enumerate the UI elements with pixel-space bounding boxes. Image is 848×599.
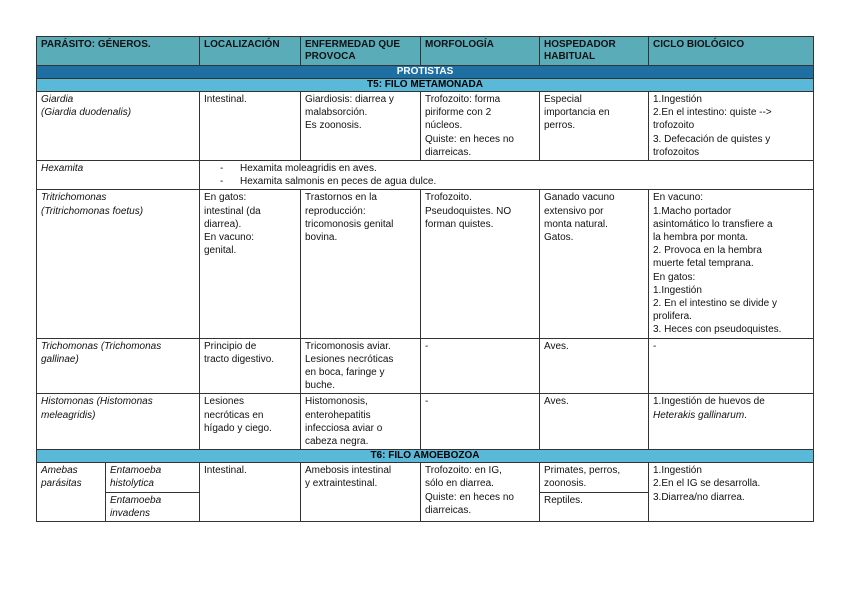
text-line: muerte fetal temprana. xyxy=(653,258,754,270)
text-line: Primates, perros, xyxy=(544,465,621,477)
cell-hospedador-1 xyxy=(540,463,649,492)
text-line: Ganado vacuno xyxy=(544,192,615,204)
text-line: núcleos. xyxy=(425,120,463,132)
text-line: piriforme con 2 xyxy=(425,107,492,119)
text-line: reproducción: xyxy=(305,205,366,217)
text-line: prolifera. xyxy=(653,311,692,323)
text-line: asintomático lo transfiere a xyxy=(653,218,773,230)
text-line: 1.Ingestión de huevos de xyxy=(653,396,765,408)
header-localizacion: LOCALIZACIÓN xyxy=(200,37,301,66)
text-line: En vacuno: xyxy=(204,232,255,244)
text-line: En gatos: xyxy=(204,192,247,204)
text-line: invadens xyxy=(110,507,151,519)
species-name: (Giardia duodenalis) xyxy=(41,107,132,119)
text-line: tracto digestivo. xyxy=(204,353,275,365)
cell-enfermedad xyxy=(301,338,421,394)
header-ciclo: CICLO BIOLÓGICO xyxy=(649,37,814,66)
text-line: cabeza negra. xyxy=(305,436,369,448)
text-line: Trichomonas (Trichomonas xyxy=(41,340,162,352)
cell-ciclo xyxy=(649,463,814,522)
cell-morfologia: - xyxy=(421,394,540,450)
text-line: 2. En el intestino se divide y xyxy=(653,298,777,310)
cell-morfologia xyxy=(421,463,540,522)
text-line: 3. Defecación de quistes y xyxy=(653,133,771,145)
cell-hospedador-2: Reptiles. xyxy=(540,492,649,521)
header-hospedador: HOSPEDADOR HABITUAL xyxy=(540,37,649,66)
text-line: Entamoeba xyxy=(110,494,162,506)
text-line: diarreicas. xyxy=(425,146,472,158)
text-line: forman quistes. xyxy=(425,218,494,230)
header-row xyxy=(37,37,814,66)
text-line: trofozoitos xyxy=(653,146,700,158)
section-t6: T6: FILO AMOEBOZOA xyxy=(37,450,814,463)
table-row-histomonas xyxy=(37,394,814,450)
cell-morfologia xyxy=(421,190,540,338)
cell-ciclo xyxy=(649,190,814,338)
text-line: Trofozoito: forma xyxy=(425,94,501,105)
text-line: bovina. xyxy=(305,232,338,244)
section-row-t6 xyxy=(37,450,814,463)
text-line: Histomonosis, xyxy=(305,396,368,408)
cell-parasito xyxy=(37,92,200,161)
cell-hospedador xyxy=(540,190,649,338)
text-line: malabsorción. xyxy=(305,107,368,119)
parasite-table xyxy=(36,36,814,522)
genus-name: Giardia xyxy=(41,94,74,105)
cell-ciclo: - xyxy=(649,338,814,394)
text-line: En vacuno: xyxy=(653,192,704,204)
cell-localizacion xyxy=(200,338,301,394)
cell-ciclo xyxy=(649,394,814,450)
text-line: Lesiones xyxy=(204,396,245,408)
text-line: trofozoito xyxy=(653,120,695,132)
cell-hospedador: Aves. xyxy=(540,394,649,450)
text-line: Entamoeba xyxy=(110,465,162,477)
text-line: 1.Ingestión xyxy=(653,465,702,477)
cell-ciclo xyxy=(649,92,814,161)
text-line: 3. Heces con pseudoquistes. xyxy=(653,324,782,336)
cell-group xyxy=(37,463,106,522)
table-row-tritrichomonas xyxy=(37,190,814,338)
cell-morfologia xyxy=(421,92,540,161)
text-line: perros. xyxy=(544,120,576,132)
cell-enfermedad xyxy=(301,463,421,522)
genus-name: Tritrichomonas xyxy=(41,192,107,204)
text-line: 3.Diarrea/no diarrea. xyxy=(653,491,745,503)
cell-hexamita-species xyxy=(200,161,814,190)
text-line: Lesiones necróticas xyxy=(305,353,394,365)
text-line: Pseudoquistes. NO xyxy=(425,205,512,217)
cell-parasito xyxy=(37,338,200,394)
text-line: Especial xyxy=(544,94,582,105)
cell-enfermedad xyxy=(301,92,421,161)
cell-parasito: Hexamita xyxy=(37,161,200,190)
text-line: Trastornos en la xyxy=(305,192,377,204)
text-line: tricomonosis genital xyxy=(305,218,394,230)
cell-parasito xyxy=(37,190,200,338)
list-item: - Hexamita moleagridis en aves. xyxy=(220,162,810,175)
cell-hospedador: Aves. xyxy=(540,338,649,394)
text-line: meleagridis) xyxy=(41,409,96,421)
section-row-t5 xyxy=(37,79,814,92)
table-row-amebas-1 xyxy=(37,463,814,492)
cell-localizacion: Intestinal. xyxy=(200,463,301,522)
text-line: Tricomonosis aviar. xyxy=(305,340,391,352)
text-line: Quiste: en heces no xyxy=(425,133,514,145)
text-line: hígado y ciego. xyxy=(204,422,272,434)
header-morfologia: MORFOLOGÍA xyxy=(421,37,540,66)
text-line: en boca, faringe y xyxy=(305,367,385,379)
text-line: diarreicas. xyxy=(425,504,472,516)
text-line: Histomonas (Histomonas xyxy=(41,396,153,408)
list-item: - Hexamita salmonis en peces de agua dulce. xyxy=(220,175,810,188)
text-line: Es zoonosis. xyxy=(305,120,362,132)
text-line: Giardiosis: diarrea y xyxy=(305,94,394,105)
text-line: 1.Ingestión xyxy=(653,94,702,105)
text-line: enterohepatitis xyxy=(305,409,371,421)
header-enfermedad: ENFERMEDAD QUE PROVOCA xyxy=(301,37,421,66)
cell-localizacion xyxy=(200,190,301,338)
text-line: histolytica xyxy=(110,478,154,490)
section-t5: T5: FILO METAMONADA xyxy=(37,79,814,92)
text-line: buche. xyxy=(305,380,336,392)
text-line: parásitas xyxy=(41,478,82,490)
text-line: 1.Macho portador xyxy=(653,205,732,217)
cell-localizacion xyxy=(200,394,301,450)
punctuation: . xyxy=(744,409,747,421)
cell-morfologia: - xyxy=(421,338,540,394)
text-line: la hembra por monta. xyxy=(653,232,749,244)
cell-enfermedad xyxy=(301,190,421,338)
table-row-hexamita xyxy=(37,161,814,190)
table-row-giardia xyxy=(37,92,814,161)
text-line: y extraintestinal. xyxy=(305,478,378,490)
text-line: Trofozoito. xyxy=(425,192,472,204)
header-parasito: PARÁSITO: GÉNEROS. xyxy=(37,37,200,66)
text-line: Amebosis intestinal xyxy=(305,465,392,477)
text-line: Principio de xyxy=(204,340,257,352)
text-line: En gatos: xyxy=(653,271,696,283)
text-line: Trofozoito: en IG, xyxy=(425,465,502,477)
cell-hospedador xyxy=(540,92,649,161)
table-row-trichomonas xyxy=(37,338,814,394)
species-name: Heterakis gallinarum xyxy=(653,409,745,421)
text-line: 2.En el IG se desarrolla. xyxy=(653,478,761,490)
cell-species-invadens xyxy=(106,492,200,521)
text-line: Gatos. xyxy=(544,232,574,244)
cell-species-histolytica xyxy=(106,463,200,492)
text-line: genital. xyxy=(204,245,237,257)
text-line: monta natural. xyxy=(544,218,608,230)
cell-enfermedad xyxy=(301,394,421,450)
text-line: importancia en xyxy=(544,107,610,119)
text-line: infecciosa aviar o xyxy=(305,422,383,434)
text-line: intestinal (da xyxy=(204,205,261,217)
text-line xyxy=(653,409,810,422)
text-line: 2.En el intestino: quiste --> xyxy=(653,107,772,119)
text-line: 2. Provoca en la hembra xyxy=(653,245,762,257)
text-line: necróticas en xyxy=(204,409,264,421)
text-line: sólo en diarrea. xyxy=(425,478,494,490)
text-line: gallinae) xyxy=(41,353,79,365)
text-line: zoonosis. xyxy=(544,478,587,490)
text-line: 1.Ingestión xyxy=(653,284,702,296)
text-line: diarrea). xyxy=(204,218,242,230)
section-protistas: PROTISTAS xyxy=(37,66,814,79)
species-name: (Tritrichomonas foetus) xyxy=(41,205,144,217)
text-line: extensivo por xyxy=(544,205,604,217)
text-line: Amebas xyxy=(41,465,78,477)
section-row-protistas xyxy=(37,66,814,79)
cell-localizacion: Intestinal. xyxy=(200,92,301,161)
cell-parasito xyxy=(37,394,200,450)
text-line: Quiste: en heces no xyxy=(425,491,514,503)
